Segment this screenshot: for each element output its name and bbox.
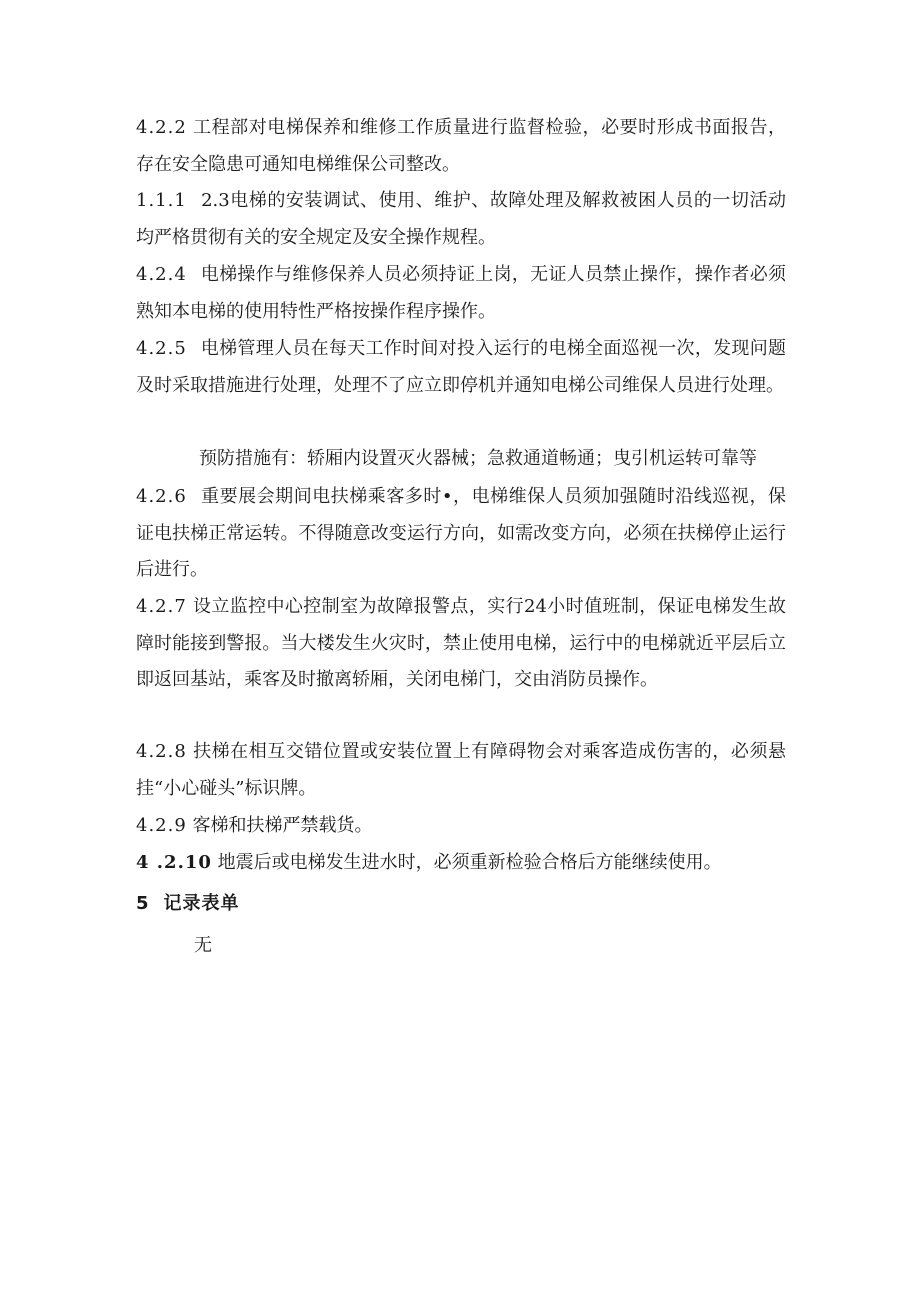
clause-4-2-9 [136,808,786,845]
clause-text: 2.3电梯的安装调试、使用、维护、故障处理及解救被困人员的一切活动均严格贯彻有关的安全规定及安全操作规程。 [136,190,786,248]
clause-4-2-8 [136,734,786,807]
clause-4-2-5 [136,331,786,404]
clause-4-2-10 [136,845,786,882]
clause-number: 4.2.5 [136,338,187,359]
clause-number: 4.2.4 [136,264,187,285]
clause-number: 4.2.8 [136,741,187,762]
clause-text: 地震后或电梯发生进水时，必须重新检验合格后方能继续使用。 [217,852,722,873]
clause-text: 设立监控中心控制室为故障报警点，实行24小时值班制，保证电梯发生故障时能接到警报。当大楼发生火灾时，禁止使用电梯，运行中的电梯就近平层后立即返回基站，乘客及时撤离轿厢，关闭电梯门，交由消防员操作。 [136,596,786,690]
clause-number: 4.2.9 [136,815,187,836]
section-title: 记录表单 [163,893,240,914]
clause-text: 电梯管理人员在每天工作时间对投入运行的电梯全面巡视一次，发现问题及时采取措施进行处理，处理不了应立即停机并通知电梯公司维保人员进行处理。 [136,338,786,396]
clause-number: 4.2.7 [136,596,187,617]
clause-number: 1.1.1 [136,190,187,211]
section-heading [136,889,240,915]
clause-text: 重要展会期间电扶梯乘客多时•，电梯维保人员须加强随时沿线巡视，保证电扶梯正常运转。不得随意改变运行方向，如需改变方向，必须在扶梯停止运行后进行。 [136,486,786,580]
section-content: 无 [194,935,212,956]
clause-number: 4.2.2 [136,117,187,138]
clause-text: 工程部对电梯保养和维修工作质量进行监督检验，必要时形成书面报告，存在安全隐患可通知电梯维保公司整改。 [136,117,786,175]
clause-number: 4 .2.10 [136,852,212,873]
clause-text: 电梯操作与维修保养人员必须持证上岗，无证人员禁止操作，操作者必须熟知本电梯的使用特性严格按操作程序操作。 [136,264,786,322]
clause-4-2-2 [136,110,786,183]
clause-text: 客梯和扶梯严禁载货。 [192,815,373,836]
clause-number: 4.2.6 [136,486,187,507]
clause-4-2-4 [136,257,786,330]
section-number: 5 [136,893,150,914]
clause-text: 扶梯在相互交错位置或安装位置上有障碍物会对乘客造成伤害的，必须悬挂“小心碰头”标识牌。 [136,741,786,799]
clause-1-1-1 [136,183,786,256]
clause-4-2-6 [136,479,786,589]
clause-4-2-7 [136,589,786,699]
precaution-text: 预防措施有：轿厢内设置灭火器械；急救通道畅通；曳引机运转可靠等 [199,448,757,469]
